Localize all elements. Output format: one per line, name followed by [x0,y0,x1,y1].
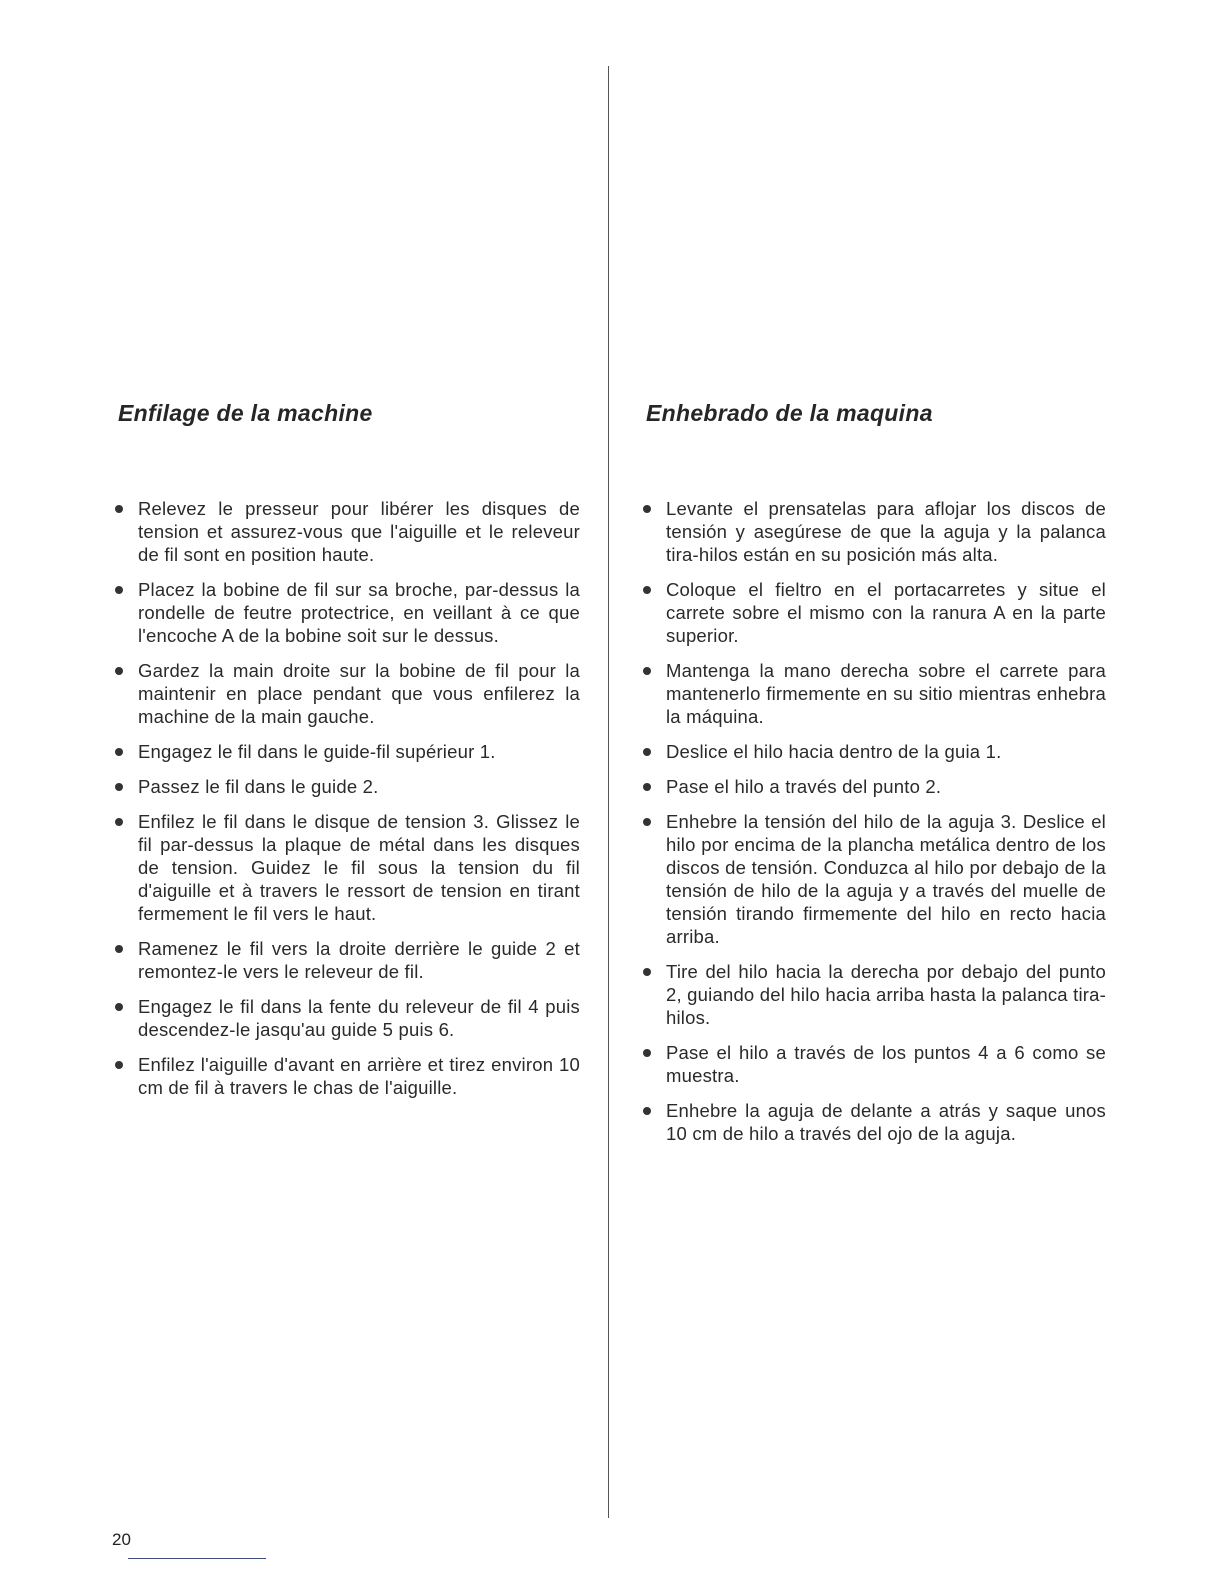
list-item [640,578,1106,647]
bullet-icon [643,783,651,791]
list-item-text: Coloque el fieltro en el portacarretes y situe el carrete sobre el mismo con la ranura A en la parte superior. [666,579,1106,646]
list-item [640,497,1106,566]
spanish-section [640,400,1106,1157]
bullet-icon [115,1061,123,1069]
list-item-text: Pase el hilo a través del punto 2. [666,776,942,797]
list-item [640,960,1106,1029]
bullet-icon [643,818,651,826]
list-item [640,659,1106,728]
list-item [112,937,580,983]
bullet-icon [115,505,123,513]
bullet-icon [115,818,123,826]
column-divider [608,66,609,1518]
list-item [640,810,1106,948]
bullet-icon [643,968,651,976]
list-item-text: Placez la bobine de fil sur sa broche, par-dessus la rondelle de feutre protectrice, en veillant à ce que l'encoche A de la bobine soit sur le dessus. [138,579,580,646]
spanish-heading: Enhebrado de la maquina [646,400,933,426]
list-item-text: Enfilez l'aiguille d'avant en arrière et tirez environ 10 cm de fil à travers le chas de l'aiguille. [138,1054,580,1098]
list-item [112,810,580,925]
list-item-text: Pase el hilo a través de los puntos 4 a 6 como se muestra. [666,1042,1106,1086]
bullet-icon [115,667,123,675]
list-item [112,578,580,647]
list-item [640,775,1106,798]
list-item-text: Engagez le fil dans le guide-fil supérieur 1. [138,741,496,762]
list-item-text: Tire del hilo hacia la derecha por debajo del punto 2, guiando del hilo hacia arriba hasta la palanca tira-hilos. [666,961,1106,1028]
bullet-icon [115,945,123,953]
bullet-icon [643,1107,651,1115]
bullet-icon [643,1049,651,1057]
list-item [112,1053,580,1099]
bullet-icon [643,586,651,594]
list-item-text: Deslice el hilo hacia dentro de la guia 1. [666,741,1002,762]
list-item [640,1099,1106,1145]
list-item [112,659,580,728]
bullet-icon [643,505,651,513]
list-item [640,740,1106,763]
bullet-icon [115,1003,123,1011]
list-item [112,775,580,798]
list-item [112,497,580,566]
footer-rule [128,1558,266,1559]
list-item-text: Levante el prensatelas para aflojar los discos de tensión y asegúrese de que la aguja y la palanca tira-hilos están en su posición más alta. [666,498,1106,565]
list-item-text: Gardez la main droite sur la bobine de fil pour la maintenir en place pendant que vous enfilerez la machine de la main gauche. [138,660,580,727]
bullet-icon [643,748,651,756]
french-heading: Enfilage de la machine [118,400,373,426]
list-item-text: Passez le fil dans le guide 2. [138,776,379,797]
list-item-text: Enhebre la aguja de delante a atrás y saque unos 10 cm de hilo a través del ojo de la aguja. [666,1100,1106,1144]
bullet-icon [115,748,123,756]
french-section [112,400,580,1111]
list-item [640,1041,1106,1087]
list-item-text: Enfilez le fil dans le disque de tension 3. Glissez le fil par-dessus la plaque de métal dans les disques de tension. Guidez le fil sous la tension du fil d'aiguille et à travers le ressort de tension en tirant fermement le fil vers le haut. [138,811,580,924]
french-instruction-list [112,497,580,1099]
list-item-text: Engagez le fil dans la fente du releveur de fil 4 puis descendez-le jasqu'au guide 5 puis 6. [138,996,580,1040]
page-number: 20 [112,1530,131,1549]
bullet-icon [115,783,123,791]
list-item [112,995,580,1041]
list-item-text: Mantenga la mano derecha sobre el carrete para mantenerlo firmemente en su sitio mientras enhebra la máquina. [666,660,1106,727]
list-item-text: Relevez le presseur pour libérer les disques de tension et assurez-vous que l'aiguille et le releveur de fil sont en position haute. [138,498,580,565]
bullet-icon [643,667,651,675]
bullet-icon [115,586,123,594]
list-item-text: Enhebre la tensión del hilo de la aguja 3. Deslice el hilo por encima de la plancha metálica dentro de los discos de tensión. Conduzca al hilo por debajo de la tensión de hilo de la aguja y a través del muelle de tensión tirando firmemente del hilo en recto hacia arriba. [666,811,1106,947]
list-item-text: Ramenez le fil vers la droite derrière le guide 2 et remontez-le vers le releveur de fil. [138,938,580,982]
spanish-instruction-list [640,497,1106,1145]
list-item [112,740,580,763]
